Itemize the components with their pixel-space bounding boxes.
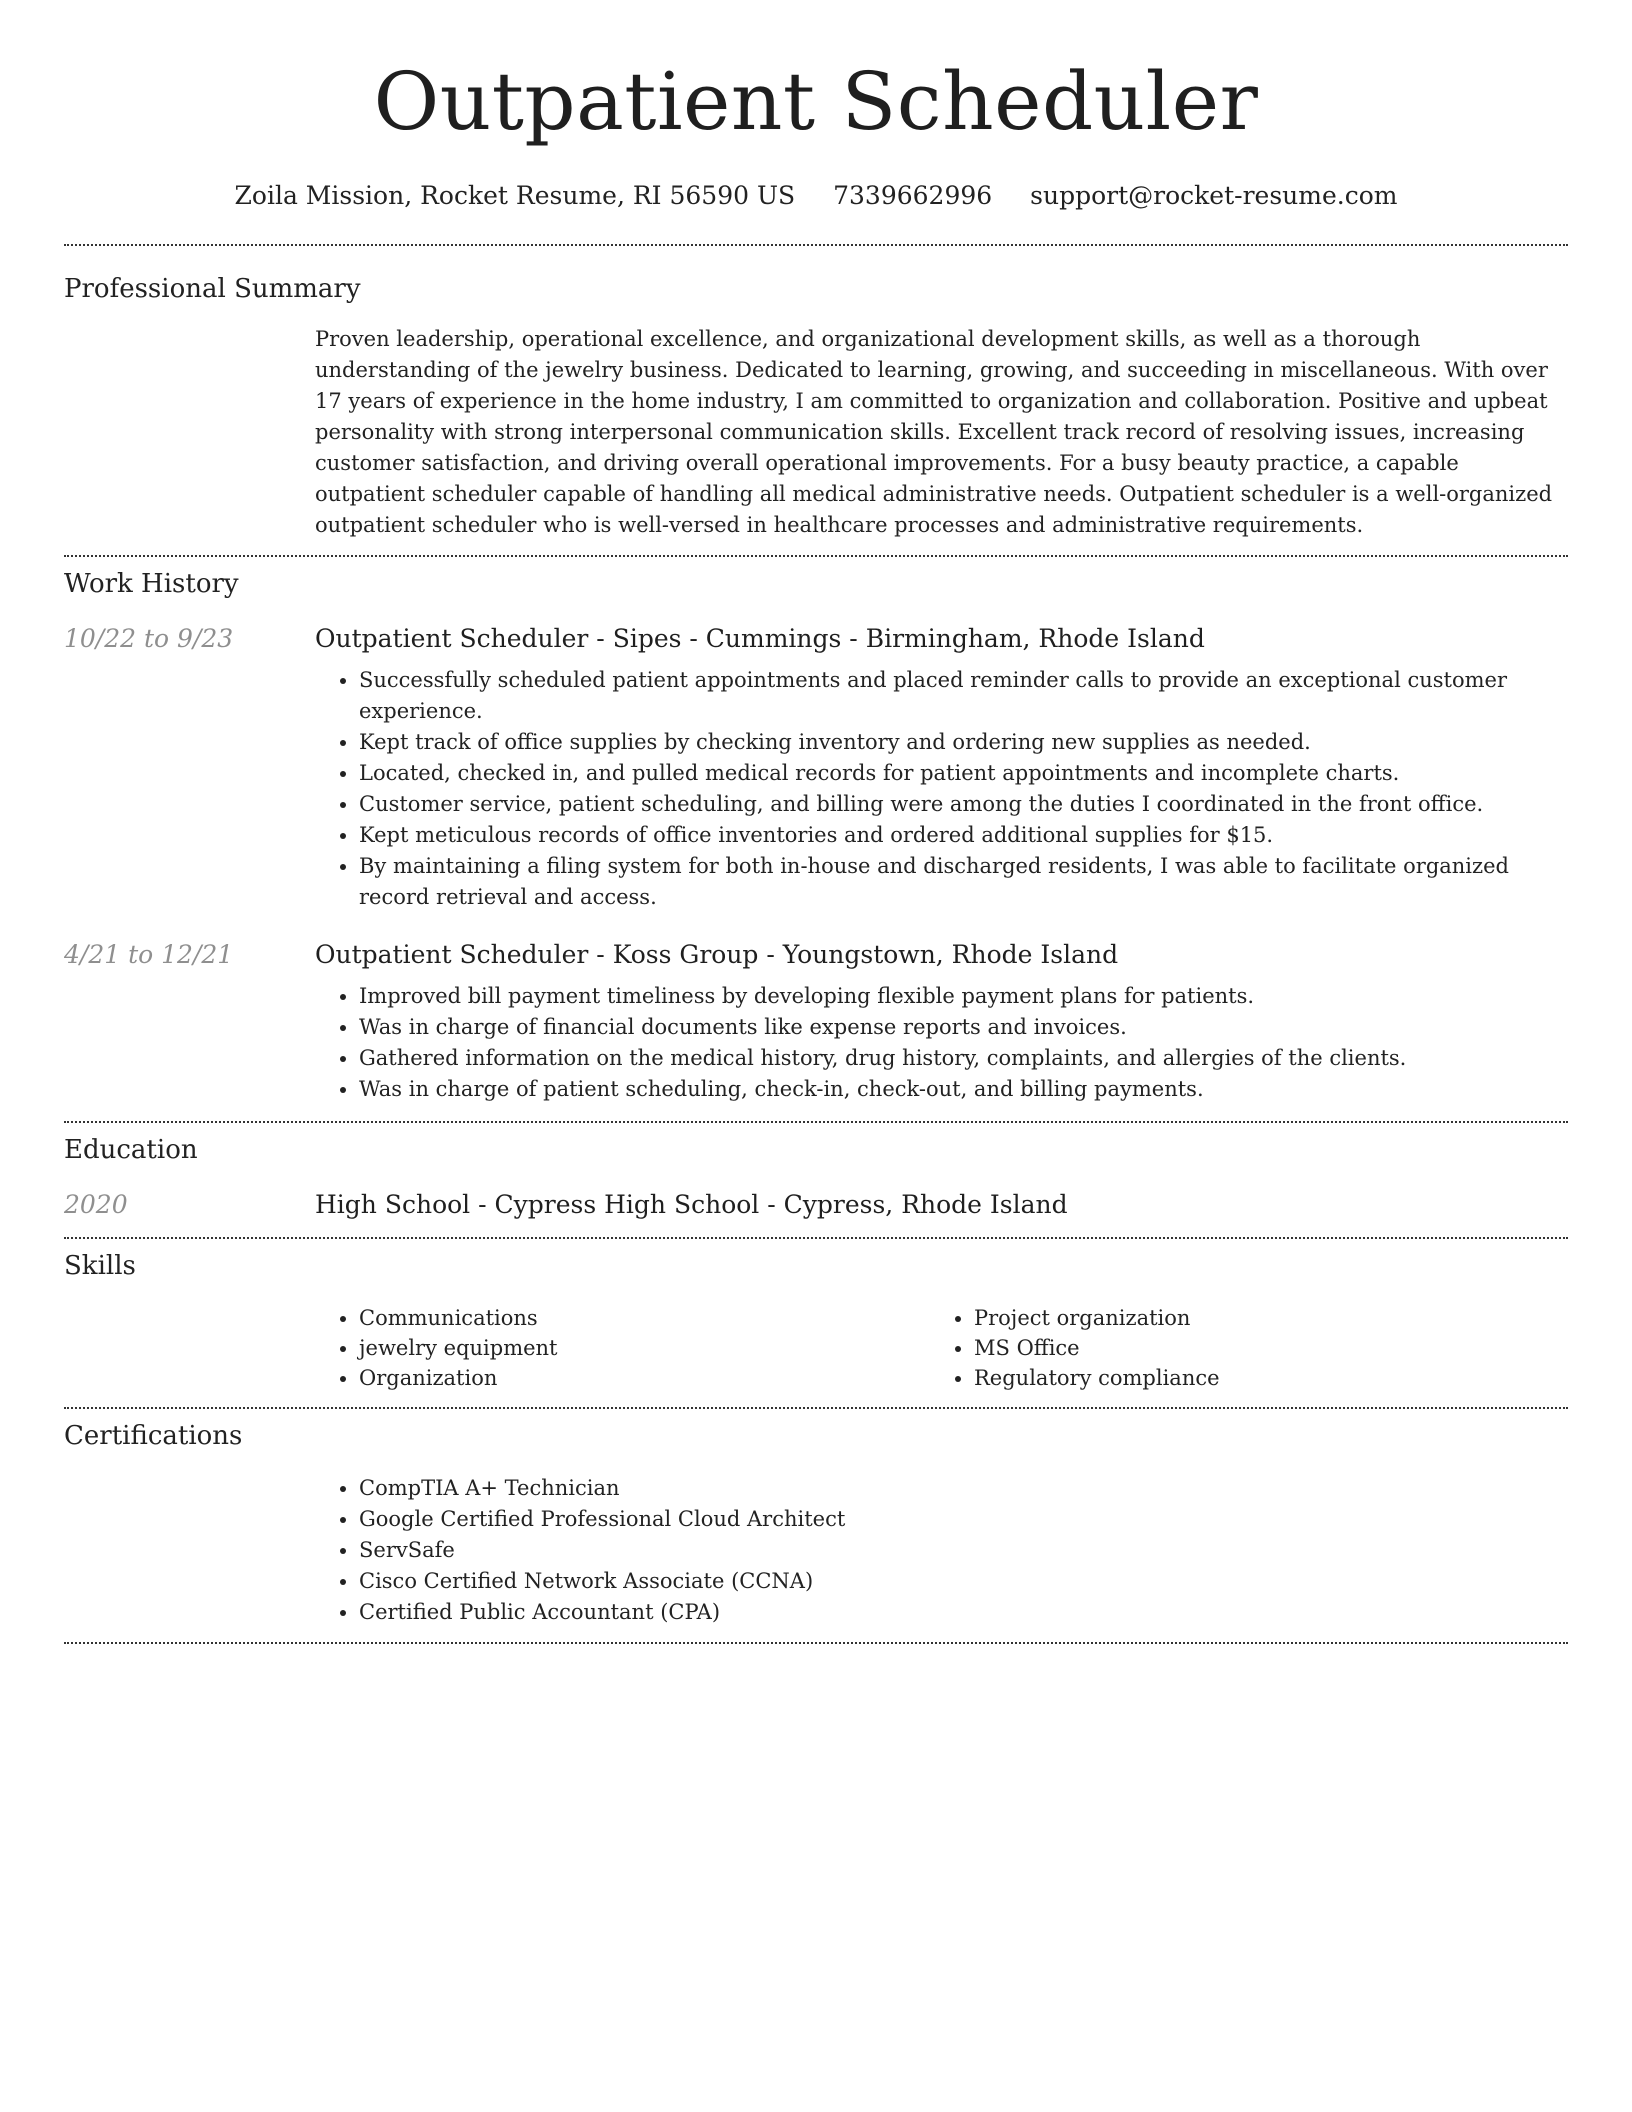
skills-spacer <box>64 1303 315 1393</box>
job-bullets <box>315 981 1568 1105</box>
list-item: • jewelry equipment <box>359 1333 930 1363</box>
education-heading: Education <box>64 1135 198 1165</box>
section-divider <box>64 1642 1568 1644</box>
list-item: • MS Office <box>974 1333 1545 1363</box>
certifications-heading: Certifications <box>64 1421 243 1451</box>
list-item: • Successfully scheduled patient appointments and placed reminder calls to provide an exceptional customer experience. <box>359 665 1568 727</box>
list-item: • Gathered information on the medical history, drug history, complaints, and allergies of the clients. <box>359 1043 1568 1074</box>
certifications-spacer <box>64 1473 315 1628</box>
job-bullets <box>315 665 1568 913</box>
resume-title: Outpatient Scheduler <box>373 55 1259 148</box>
list-item: • Cisco Certified Network Associate (CCNA) <box>359 1566 1568 1597</box>
education-section <box>64 1123 1568 1221</box>
list-item: • Customer service, patient scheduling, and billing were among the duties I coordinated in the front office. <box>359 789 1568 820</box>
list-item: • Communications <box>359 1303 930 1333</box>
list-item: • Organization <box>359 1363 930 1393</box>
work-history-section <box>64 557 1568 1105</box>
list-item: • Kept meticulous records of office inventories and ordered additional supplies for $15. <box>359 820 1568 851</box>
certifications-section <box>64 1409 1568 1628</box>
education-year: 2020 <box>64 1190 128 1219</box>
education-title: High School - Cypress High School - Cypress, Rhode Island <box>315 1190 1068 1219</box>
job-entry <box>64 939 1568 1105</box>
job-entry <box>64 623 1568 913</box>
work-history-heading: Work History <box>64 569 239 599</box>
list-item: • Kept track of office supplies by checking inventory and ordering new supplies as needed. <box>359 727 1568 758</box>
skills-grid <box>315 1303 1568 1393</box>
skills-column-1 <box>315 1303 930 1393</box>
summary-spacer <box>64 324 315 541</box>
list-item: • By maintaining a filing system for both in-house and discharged residents, I was able to facilitate organized record retrieval and access. <box>359 851 1568 913</box>
contact-email: support@rocket-resume.com <box>1030 181 1398 210</box>
summary-heading: Professional Summary <box>64 274 361 304</box>
job-title: Outpatient Scheduler - Sipes - Cummings - Birmingham, Rhode Island <box>315 624 1205 653</box>
list-item: • Was in charge of patient scheduling, check-in, check-out, and billing payments. <box>359 1074 1568 1105</box>
certifications-items <box>315 1473 1568 1628</box>
list-item: • Project organization <box>974 1303 1545 1333</box>
list-item: • Google Certified Professional Cloud Architect <box>359 1504 1568 1535</box>
skills-column-2 <box>930 1303 1545 1393</box>
list-item: • Was in charge of financial documents like expense reports and invoices. <box>359 1012 1568 1043</box>
contact-address: Zoila Mission, Rocket Resume, RI 56590 US <box>234 181 796 210</box>
skills-heading: Skills <box>64 1251 136 1281</box>
summary-text: Proven leadership, operational excellence, and organizational development skills, as well as a thorough understanding of the jewelry business. Dedicated to learning, growing, and succeeding in miscellaneous. With over 17 years of experience in the home industry, I am committed to organization and collaboration. Positive and upbeat personality with strong interpersonal communication skills. Excellent track record of resolving issues, increasing customer satisfaction, and driving overall operational improvements. For a busy beauty practice, a capable outpatient scheduler capable of handling all medical administrative needs. Outpatient scheduler is a well-organized outpatient scheduler who is well-versed in healthcare processes and administrative requirements. <box>315 327 1553 537</box>
list-item: • Regulatory compliance <box>974 1363 1545 1393</box>
list-item: • CompTIA A+ Technician <box>359 1473 1568 1504</box>
job-dates: 10/22 to 9/23 <box>64 624 234 653</box>
certifications-list <box>315 1473 1568 1628</box>
list-item: • Located, checked in, and pulled medical records for patient appointments and incomplete charts. <box>359 758 1568 789</box>
list-item: • Improved bill payment timeliness by developing flexible payment plans for patients. <box>359 981 1568 1012</box>
contact-phone: 7339662996 <box>833 181 993 210</box>
job-dates: 4/21 to 12/21 <box>64 940 234 969</box>
job-title: Outpatient Scheduler - Koss Group - Youngstown, Rhode Island <box>315 940 1119 969</box>
contact-line <box>64 180 1568 212</box>
education-entry <box>64 1189 1568 1221</box>
list-item: • ServSafe <box>359 1535 1568 1566</box>
skills-section <box>64 1239 1568 1393</box>
summary-section <box>64 246 1568 541</box>
list-item: • Certified Public Accountant (CPA) <box>359 1597 1568 1628</box>
